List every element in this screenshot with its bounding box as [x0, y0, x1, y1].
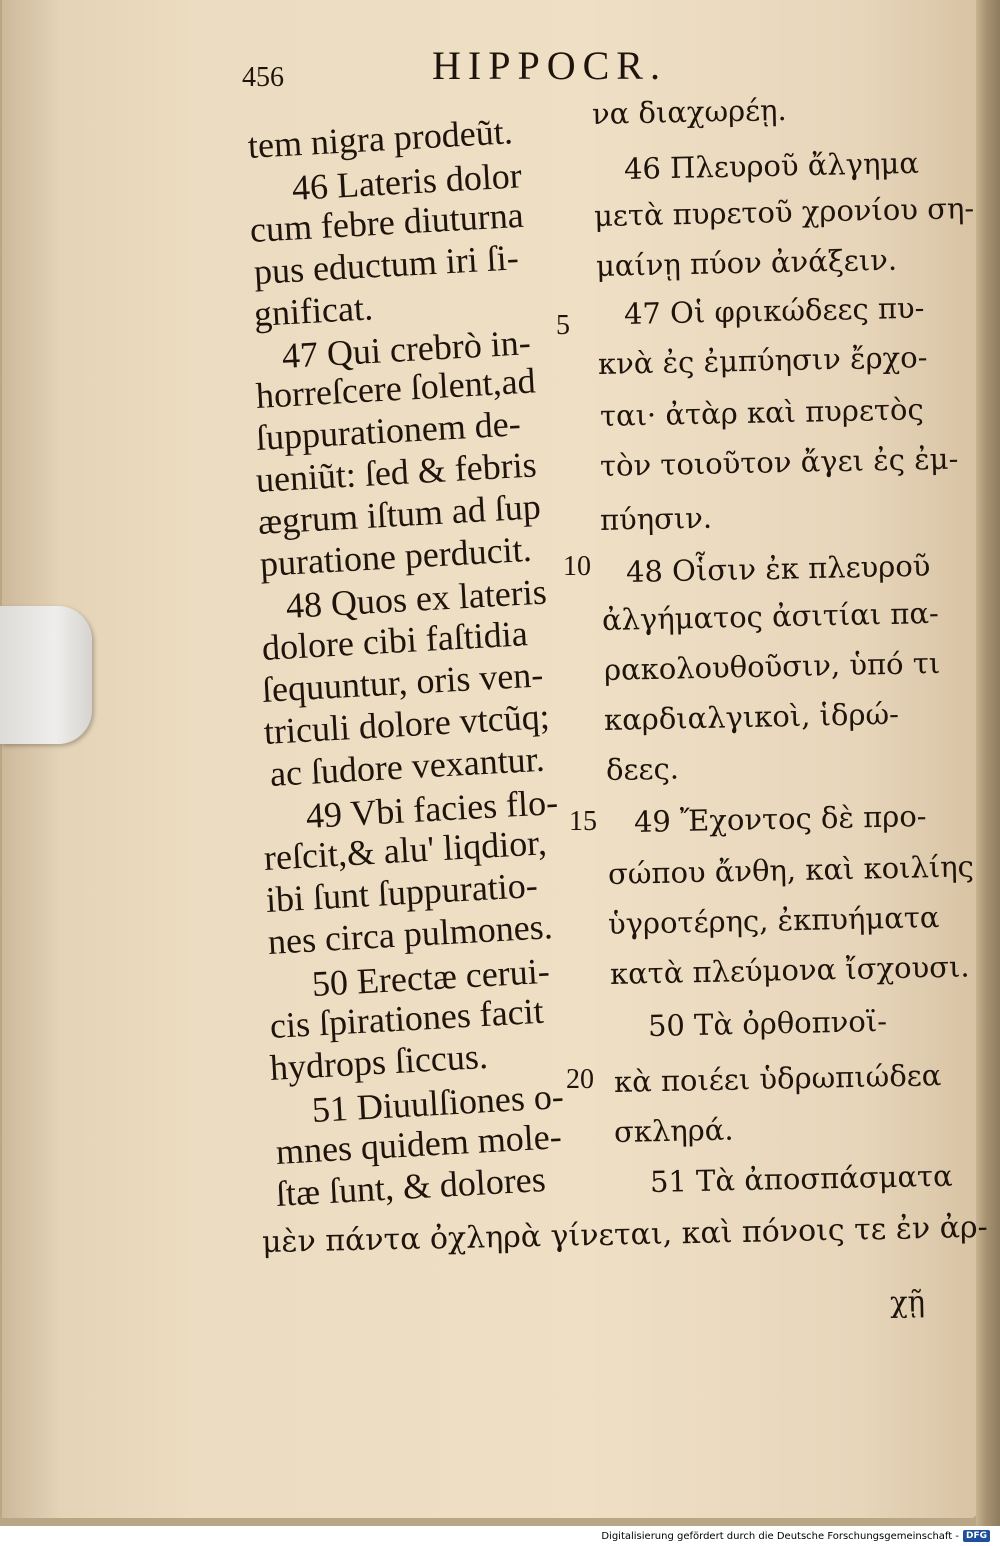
greek-line: κνὰ ἐς ἐμπύησιν ἔρχο-: [597, 340, 928, 381]
latin-line: reſcit,& alu' liqdior,: [262, 822, 548, 878]
greek-line: ἀλγήματος ἀσιτίαι πα-: [601, 595, 940, 637]
greek-line: 49 Ἔχοντος δὲ προ-: [633, 798, 927, 839]
latin-line: cis ſpirationes facit: [268, 990, 545, 1046]
latin-line: puratione perducit.: [258, 528, 533, 584]
latin-line: 49 Vbi facies flo-: [304, 781, 559, 836]
latin-line: ac ſudore vexantur.: [268, 738, 546, 794]
line-number: 10: [563, 551, 591, 582]
latin-line: ibi ſunt ſuppuratio-: [264, 864, 539, 920]
digitization-footer: [601, 1530, 990, 1542]
greek-line: σκληρά.: [613, 1112, 734, 1149]
greek-line: μετὰ πυρετοῦ χρονίου ση-: [593, 191, 975, 233]
catchword: χῇ: [889, 1284, 926, 1319]
greek-line: πύησιν.: [599, 500, 713, 537]
latin-line: ſuppurationem de-: [254, 403, 522, 458]
latin-line: ægrum iſtum ad ſup: [256, 486, 542, 542]
greek-line: 50 Τὰ ὀρθοπνοϊ-: [647, 1003, 888, 1043]
greek-line: 51 Τὰ ἀποσπάσματα: [649, 1158, 953, 1199]
greek-line: μαίνῃ πύον ἀνάξειν.: [595, 242, 898, 283]
line-number: 20: [566, 1064, 594, 1095]
latin-line: nes circa pulmones.: [266, 906, 554, 962]
greek-line: καρδιαλγικοὶ, ἱδρώ-: [603, 696, 900, 737]
dfg-logo: DFG: [963, 1530, 990, 1542]
page-number: 456: [242, 62, 284, 93]
latin-line: 51 Diuulſiones o-: [310, 1075, 565, 1130]
line-number: 5: [556, 310, 570, 341]
latin-line: dolore cibi faſtidia: [260, 613, 529, 668]
greek-line: τὸν τοιοῦτον ἄγει ἐς ἐμ-: [599, 441, 959, 483]
greek-line: ρακολουθοῦσιν, ὑπό τι: [603, 645, 941, 687]
bottom-line: μὲν πάντα ὀχληρὰ γίνεται, καὶ πόνοις τε ἐν ἀρ-: [261, 1209, 989, 1260]
footer-text: Digitalisierung gefördert durch die Deutsche Forschungsgemeinschaft -: [601, 1530, 959, 1542]
line-number: 15: [569, 806, 597, 837]
greek-line: κὰ ποιέει ὑδρωπιώδεα: [613, 1058, 942, 1099]
greek-line: 47 Οἱ φρικώδεες πυ-: [623, 290, 925, 331]
greek-line: 48 Οἷσιν ἐκ πλευροῦ: [625, 548, 931, 589]
greek-line: να διαχωρέῃ.: [591, 92, 788, 131]
latin-line: 47 Qui crebrò in-: [280, 322, 532, 376]
latin-line: 46 Lateris dolor: [290, 155, 523, 208]
greek-line: ται· ἀτὰρ καὶ πυρετὸς: [599, 392, 924, 433]
latin-line: pus eductum iri ſi-: [252, 237, 520, 292]
latin-line: cum febre diuturna: [248, 194, 525, 250]
running-head: HIPPOCR.: [432, 43, 667, 88]
latin-line: mnes quidem mole-: [274, 1116, 563, 1172]
greek-line: σώπου ἄνθη, καὶ κοιλίης: [607, 849, 975, 891]
latin-line: 50 Erectæ cerui-: [310, 950, 551, 1004]
latin-line: gnificat.: [252, 287, 374, 334]
latin-line: triculi dolore vtcũq;: [262, 696, 551, 752]
latin-line: ſequuntur, oris ven-: [260, 654, 545, 710]
greek-line: κατὰ πλεύμονα ἴσχουσι.: [609, 949, 970, 991]
latin-line: ſtæ ſunt, & dolores: [274, 1158, 547, 1214]
latin-line: hydrops ſiccus.: [268, 1035, 489, 1088]
latin-line: ueniũt: ſed & febris: [254, 444, 538, 500]
latin-line: horreſcere ſolent,ad: [254, 360, 537, 416]
latin-line: 48 Quos ex lateris: [284, 571, 548, 626]
page-clip: [0, 606, 92, 744]
greek-line: ὑγροτέρης, ἐκπυήματα: [607, 900, 940, 941]
greek-line: δεες.: [605, 751, 680, 787]
page-edge: [976, 0, 1000, 1526]
latin-line: tem nigra prodeũt.: [246, 111, 514, 166]
greek-line: 46 Πλευροῦ ἄλγημα: [623, 145, 920, 186]
